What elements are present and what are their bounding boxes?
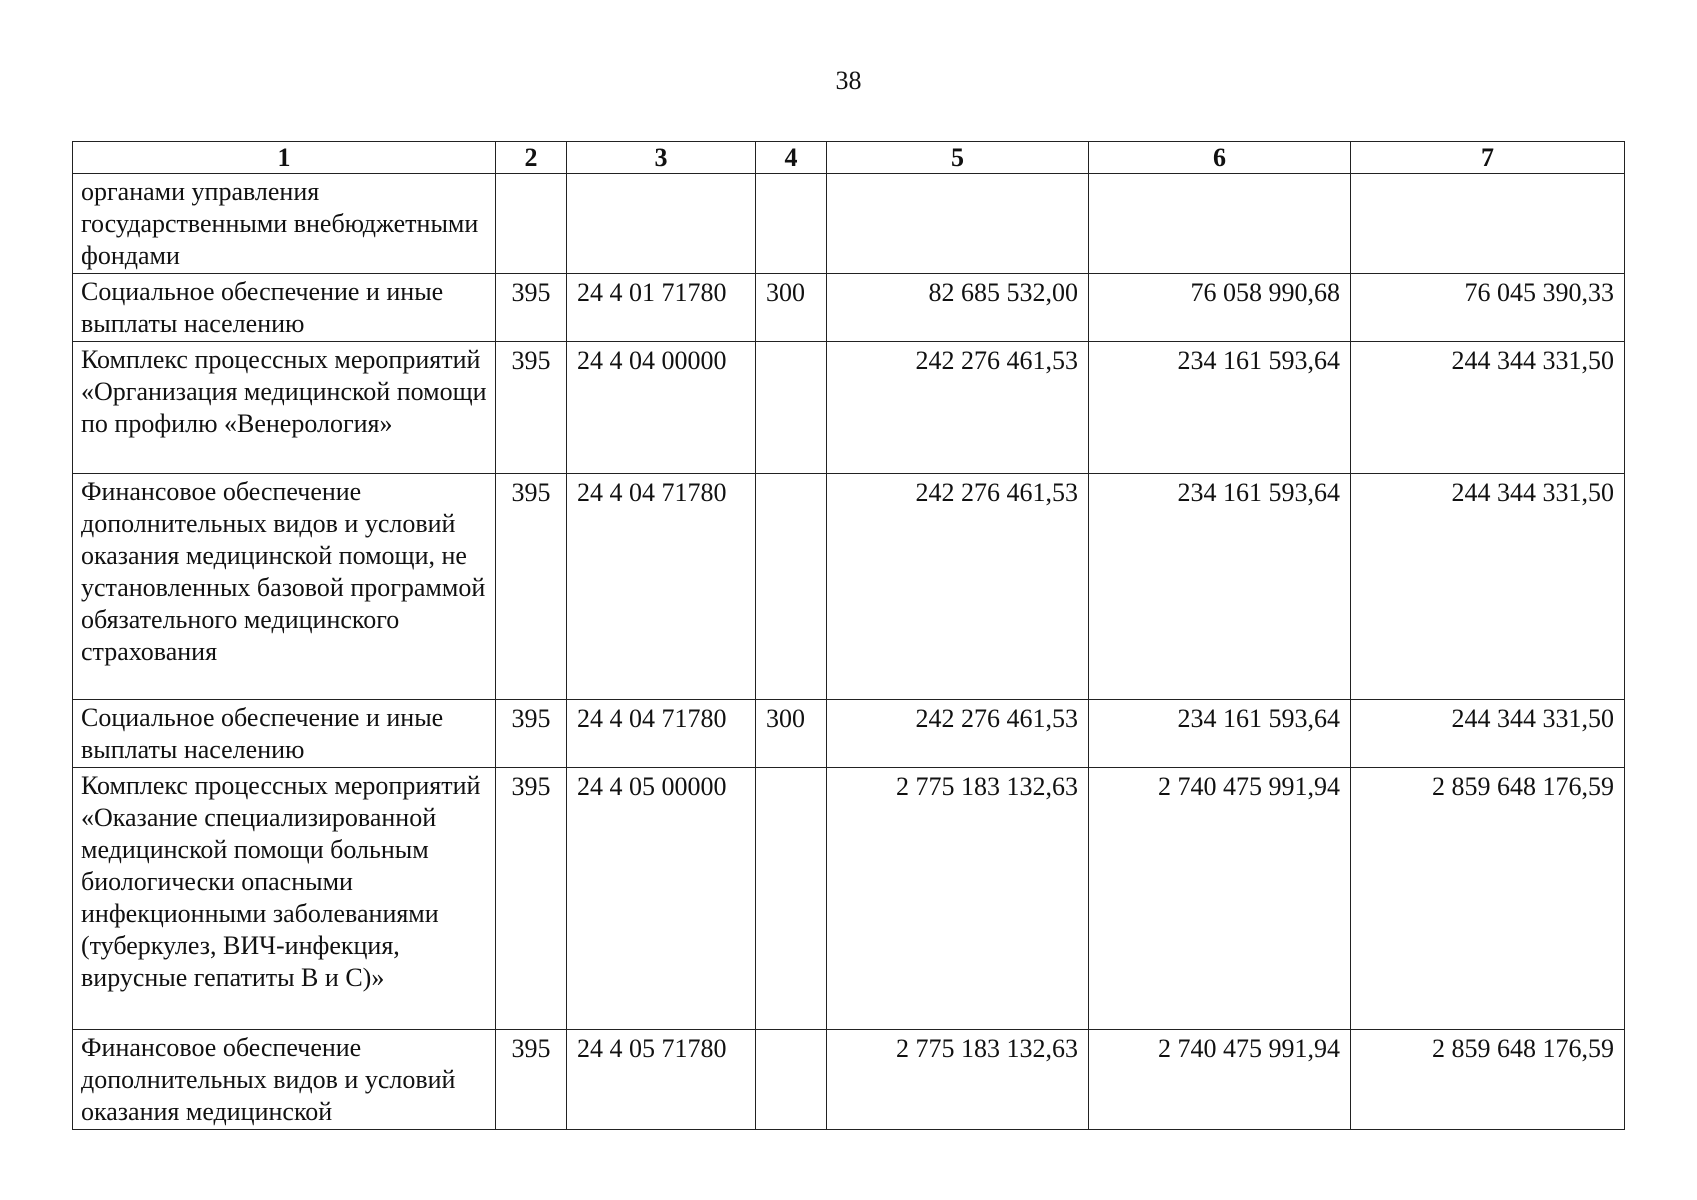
row-expense-type-cell — [756, 342, 827, 474]
row-expense-type-cell: 300 — [756, 274, 827, 342]
row-amount-col5-cell — [827, 174, 1089, 274]
row-amount-col6-cell — [1089, 174, 1351, 274]
row-name-cell: Финансовое обеспечение дополнительных видов и условий оказания медицинской — [73, 1030, 496, 1130]
row-amount-col5-cell: 2 775 183 132,63 — [827, 1030, 1089, 1130]
table-row — [73, 274, 1625, 342]
row-admin-code-cell — [496, 174, 567, 274]
row-target-article-cell: 24 4 05 00000 — [567, 768, 756, 1030]
row-amount-col6-cell: 234 161 593,64 — [1089, 700, 1351, 768]
table-row — [73, 342, 1625, 474]
row-amount-col6-cell: 234 161 593,64 — [1089, 474, 1351, 700]
row-admin-code-cell: 395 — [496, 1030, 567, 1130]
row-target-article-cell: 24 4 04 71780 — [567, 700, 756, 768]
row-target-article-cell: 24 4 01 71780 — [567, 274, 756, 342]
table-row — [73, 700, 1625, 768]
row-admin-code-cell: 395 — [496, 342, 567, 474]
row-amount-col5-cell: 242 276 461,53 — [827, 700, 1089, 768]
row-amount-col7-cell: 76 045 390,33 — [1351, 274, 1625, 342]
row-name-cell: Социальное обеспечение и иные выплаты населению — [73, 700, 496, 768]
row-target-article-cell: 24 4 04 71780 — [567, 474, 756, 700]
row-amount-col5-cell: 242 276 461,53 — [827, 342, 1089, 474]
row-target-article-cell: 24 4 05 71780 — [567, 1030, 756, 1130]
row-name-cell: Финансовое обеспечение дополнительных видов и условий оказания медицинской помощи, не установленных базовой программой обязательного медицинского страхования — [73, 474, 496, 700]
row-amount-col6-cell: 76 058 990,68 — [1089, 274, 1351, 342]
row-amount-col7-cell: 2 859 648 176,59 — [1351, 1030, 1625, 1130]
table-row — [73, 1030, 1625, 1130]
row-amount-col7-cell — [1351, 174, 1625, 274]
row-target-article-cell — [567, 174, 756, 274]
row-amount-col7-cell: 244 344 331,50 — [1351, 700, 1625, 768]
row-expense-type-cell — [756, 174, 827, 274]
page-number: 38 — [835, 66, 862, 95]
row-amount-col7-cell: 2 859 648 176,59 — [1351, 768, 1625, 1030]
table-row — [73, 768, 1625, 1030]
row-amount-col7-cell: 244 344 331,50 — [1351, 342, 1625, 474]
row-amount-col5-cell: 242 276 461,53 — [827, 474, 1089, 700]
row-expense-type-cell: 300 — [756, 700, 827, 768]
table-row — [73, 474, 1625, 700]
header-col-3: 3 — [567, 142, 756, 174]
row-admin-code-cell: 395 — [496, 274, 567, 342]
header-col-4: 4 — [756, 142, 827, 174]
header-col-7: 7 — [1351, 142, 1625, 174]
row-expense-type-cell — [756, 474, 827, 700]
header-row — [73, 142, 1625, 174]
row-name-cell: Социальное обеспечение и иные выплаты населению — [73, 274, 496, 342]
header-col-6: 6 — [1089, 142, 1351, 174]
row-amount-col6-cell: 2 740 475 991,94 — [1089, 768, 1351, 1030]
row-name-cell: Комплекс процессных мероприятий «Оказание специализированной медицинской помощи больным биологически опасными инфекционными заболеваниями (туберкулез, ВИЧ-инфекция, вирусные гепатиты В и С)» — [73, 768, 496, 1030]
row-expense-type-cell — [756, 768, 827, 1030]
row-expense-type-cell — [756, 1030, 827, 1130]
row-admin-code-cell: 395 — [496, 700, 567, 768]
header-col-1: 1 — [73, 142, 496, 174]
table-row — [73, 174, 1625, 274]
row-amount-col5-cell: 2 775 183 132,63 — [827, 768, 1089, 1030]
row-admin-code-cell: 395 — [496, 474, 567, 700]
header-col-2: 2 — [496, 142, 567, 174]
row-amount-col7-cell: 244 344 331,50 — [1351, 474, 1625, 700]
header-col-5: 5 — [827, 142, 1089, 174]
row-amount-col6-cell: 2 740 475 991,94 — [1089, 1030, 1351, 1130]
row-name-cell: Комплекс процессных мероприятий «Организация медицинской помощи по профилю «Венерология» — [73, 342, 496, 474]
row-target-article-cell: 24 4 04 00000 — [567, 342, 756, 474]
budget-table — [72, 141, 1625, 1130]
row-admin-code-cell: 395 — [496, 768, 567, 1030]
row-name-cell: органами управления государственными внебюджетными фондами — [73, 174, 496, 274]
row-amount-col5-cell: 82 685 532,00 — [827, 274, 1089, 342]
row-amount-col6-cell: 234 161 593,64 — [1089, 342, 1351, 474]
